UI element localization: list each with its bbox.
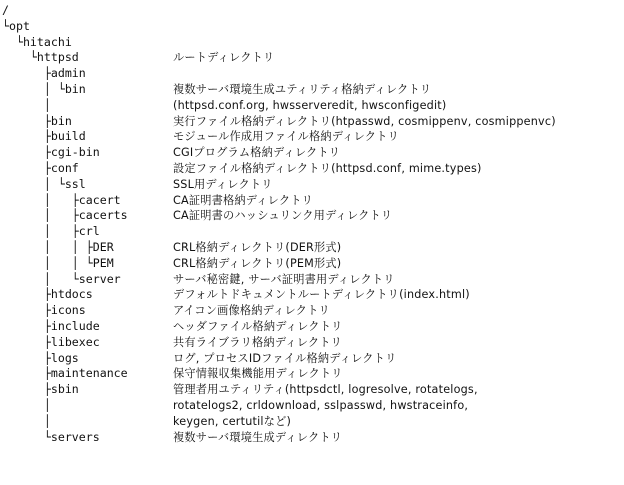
tree-description [173, 3, 622, 19]
tree-description [173, 224, 622, 240]
tree-path: ├htdocs [2, 287, 93, 302]
tree-row [2, 50, 622, 66]
tree-row [2, 287, 622, 303]
tree-description: 設定ファイル格納ディレクトリ(httpsd.conf, mime.types) [173, 161, 482, 175]
tree-row [2, 414, 622, 430]
tree-description: 複数サーバ環境生成ディレクトリ [173, 430, 343, 444]
tree-row [2, 208, 622, 224]
tree-row [2, 224, 622, 240]
tree-path: │ [2, 97, 51, 112]
tree-path: │ [2, 397, 51, 412]
tree-path: ├cgi-bin [2, 145, 100, 160]
tree-description: CGIプログラム格納ディレクトリ [173, 146, 341, 160]
tree-description: ルートディレクトリ [173, 51, 275, 65]
tree-path: │ │ └PEM [2, 255, 114, 270]
tree-row [2, 82, 622, 98]
tree-row [2, 145, 622, 161]
tree-description: CA証明書格納ディレクトリ [173, 193, 314, 207]
tree-row [2, 240, 622, 256]
tree-path: ├build [2, 129, 86, 144]
tree-path: ├conf [2, 160, 79, 175]
tree-row [2, 430, 622, 446]
tree-row [2, 161, 622, 177]
tree-description: デフォルトドキュメントルートディレクトリ(index.html) [173, 288, 470, 302]
tree-description: 実行ファイル格納ディレクトリ(htpasswd, cosmippenv, cosmippenvc) [173, 114, 556, 128]
tree-path: │ │ ├DER [2, 239, 114, 254]
tree-path: │ [2, 413, 51, 428]
tree-description: サーバ秘密鍵, サーバ証明書用ディレクトリ [173, 272, 395, 286]
tree-description: (httpsd.conf.org, hwsserveredit, hwsconfigedit) [173, 98, 447, 112]
tree-path: ├logs [2, 350, 79, 365]
tree-path: │ ├cacerts [2, 208, 128, 223]
tree-row [2, 303, 622, 319]
tree-row [2, 19, 622, 35]
tree-path: │ ├cacert [2, 192, 121, 207]
tree-row [2, 335, 622, 351]
tree-row [2, 256, 622, 272]
tree-row [2, 129, 622, 145]
tree-row [2, 272, 622, 288]
tree-row [2, 398, 622, 414]
tree-description: モジュール作成用ファイル格納ディレクトリ [173, 130, 399, 144]
tree-row [2, 382, 622, 398]
tree-description: ヘッダファイル格納ディレクトリ [173, 319, 343, 333]
tree-path: │ └server [2, 271, 121, 286]
tree-path: │ └bin [2, 81, 86, 96]
tree-path: │ ├crl [2, 224, 100, 239]
tree-path: └httpsd [2, 50, 79, 65]
tree-description: CRL格納ディレクトリ(DER形式) [173, 240, 342, 254]
tree-row [2, 35, 622, 51]
tree-row [2, 114, 622, 130]
tree-description: 管理者用ユティリティ(httpsdctl, logresolve, rotatelogs, [173, 383, 478, 397]
tree-row [2, 319, 622, 335]
tree-path: ├bin [2, 113, 72, 128]
tree-description [173, 35, 622, 51]
tree-description: rotatelogs2, crldownload, sslpasswd, hwstraceinfo, [173, 398, 469, 412]
tree-path: ├admin [2, 66, 86, 81]
tree-row [2, 193, 622, 209]
tree-description: CA証明書のハッシュリンク用ディレクトリ [173, 209, 393, 223]
tree-description: 保守情報収集機能用ディレクトリ [173, 367, 343, 381]
tree-path: ├maintenance [2, 366, 128, 381]
tree-description: 共有ライブラリ格納ディレクトリ [173, 335, 343, 349]
tree-description: アイコン画像格納ディレクトリ [173, 304, 330, 318]
tree-path: └opt [2, 18, 30, 33]
tree-row [2, 366, 622, 382]
tree-path: ├include [2, 318, 100, 333]
tree-description: SSL用ディレクトリ [173, 177, 273, 191]
tree-path: └servers [2, 429, 100, 444]
tree-row [2, 351, 622, 367]
tree-path: └hitachi [2, 34, 72, 49]
tree-row [2, 177, 622, 193]
tree-description: ログ, プロセスIDファイル格納ディレクトリ [173, 351, 397, 365]
tree-path: │ └ssl [2, 176, 86, 191]
tree-description [173, 19, 622, 35]
tree-path: ├sbin [2, 382, 79, 397]
directory-tree [2, 3, 622, 445]
tree-description: 複数サーバ環境生成ユティリティ格納ディレクトリ [173, 82, 432, 96]
tree-description: keygen, certutilなど) [173, 414, 292, 428]
tree-path: ├icons [2, 303, 86, 318]
tree-path: ├libexec [2, 334, 100, 349]
tree-row [2, 3, 622, 19]
tree-description [173, 66, 622, 82]
tree-row [2, 98, 622, 114]
tree-row [2, 66, 622, 82]
tree-description: CRL格納ディレクトリ(PEM形式) [173, 256, 342, 270]
tree-path: / [2, 3, 9, 17]
